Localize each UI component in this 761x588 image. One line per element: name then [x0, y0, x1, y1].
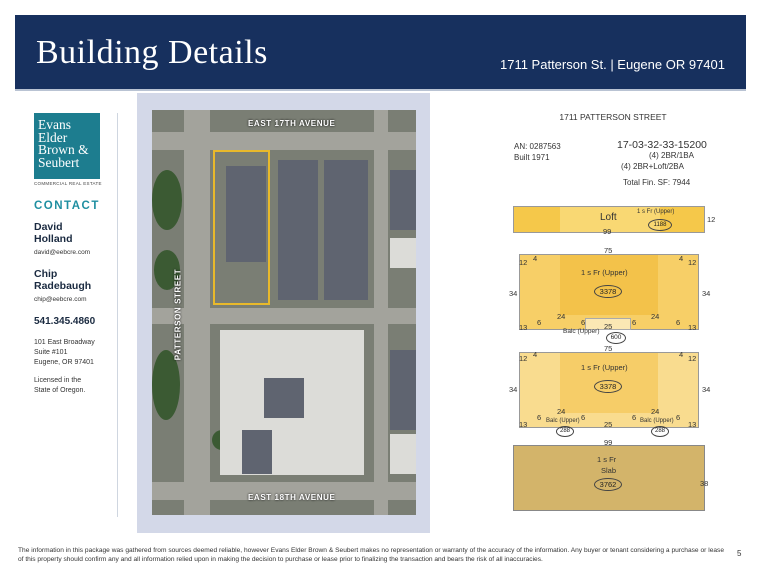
total-finished-sf: Total Fin. SF: 7944 — [623, 178, 691, 187]
contact-email[interactable]: david@eebcre.com — [34, 249, 91, 256]
road-patterson — [184, 110, 210, 515]
office-address: 101 East Broadway Suite #101 Eugene, OR 97401 — [34, 339, 95, 366]
contact-phone[interactable]: 541.345.4860 — [34, 316, 96, 327]
dim: 75 — [604, 344, 613, 353]
tree-cluster — [152, 170, 182, 230]
dim: 13 — [688, 420, 697, 429]
company-logo: Evans Elder Brown & Seubert — [34, 113, 100, 179]
logo-tagline: COMMERCIAL REAL ESTATE — [34, 181, 102, 186]
contact-last-name: Holland — [34, 233, 73, 245]
dim: 13 — [688, 323, 697, 332]
dim: 13 — [519, 420, 528, 429]
dim: 34 — [509, 385, 518, 394]
disclaimer: The information in this package was gathered from sources deemed reliable, however Evans Elder Brown & Seubert makes no representation or warranty of the accuracy of the information. Any buyer or tenant considering a purchase or lease of this property should confirm any and all information relied upon in making the decision to purchase or lease prior to finalizing the transaction and bears the risk of all inaccuracies. — [18, 547, 724, 563]
dim: 24 — [557, 407, 566, 416]
loft-sub: 1 s Fr (Upper) — [637, 209, 675, 215]
courtyard — [264, 378, 304, 418]
street-label-top: EAST 17TH AVENUE — [248, 119, 336, 128]
upper-2-label: 1 s Fr (Upper) — [581, 363, 628, 372]
license-note: Licensed in the State of Oregon. — [34, 377, 86, 394]
property-outline — [213, 150, 270, 305]
dim: 6 — [537, 413, 542, 422]
floorplan-title: 1711 PATTERSON STREET — [559, 112, 667, 122]
dim: 4 — [533, 350, 538, 359]
dim: 12 — [688, 354, 697, 363]
dim: 34 — [702, 289, 711, 298]
street-label-bottom: EAST 18TH AVENUE — [248, 493, 336, 502]
contact-email[interactable]: chip@eebcre.com — [34, 296, 87, 303]
roof — [278, 160, 318, 300]
dim: 4 — [679, 254, 684, 263]
unit-mix-1: (4) 2BR/1BA — [649, 151, 694, 160]
contact-person-1 — [34, 221, 90, 256]
contact-heading: CONTACT — [34, 200, 100, 212]
roof — [390, 434, 416, 474]
slab-dim-top: 99 — [604, 438, 613, 447]
unit-mix-2: (4) 2BR+Loft/2BA — [621, 162, 684, 171]
slab-label: 1 s Fr — [597, 455, 617, 464]
balcony-2-left-label: Balc (Upper) — [546, 418, 580, 424]
contact-last-name: Radebaugh — [34, 280, 92, 292]
road-alley — [374, 110, 388, 515]
roof — [390, 238, 416, 268]
roof — [324, 160, 368, 300]
dim: 6 — [537, 318, 542, 327]
dim: 4 — [679, 350, 684, 359]
dim: 25 — [604, 322, 613, 331]
dim: 75 — [604, 246, 613, 255]
assessor-number: AN: 0287563 — [514, 142, 561, 151]
balcony-2-right-area: 288 — [651, 426, 669, 437]
courtyard — [242, 430, 272, 474]
dim: 6 — [676, 318, 681, 327]
dim: 25 — [604, 420, 613, 429]
dim: 6 — [632, 318, 637, 327]
loft-area: 1188 — [648, 219, 672, 231]
dim: 6 — [632, 413, 637, 422]
aerial-map — [152, 110, 416, 515]
loft-label: Loft — [600, 212, 617, 223]
dim: 6 — [581, 318, 586, 327]
contact-person-2 — [34, 268, 91, 303]
street-label-side: PATTERSON STREET — [173, 268, 183, 361]
loft-dim-right: 12 — [707, 215, 716, 224]
balcony-2-left-area: 288 — [556, 426, 574, 437]
contact-first-name: Chip — [34, 268, 58, 280]
dim: 34 — [702, 385, 711, 394]
roof — [390, 350, 416, 430]
dim: 34 — [509, 289, 518, 298]
taxlot-number: 17-03-32-33-15200 — [617, 139, 707, 151]
dim: 4 — [533, 254, 538, 263]
slab-dim-right: 38 — [700, 479, 709, 488]
header-address: 1711 Patterson St. | Eugene OR 97401 — [499, 57, 725, 72]
balcony-2-right-label: Balc (Upper) — [640, 418, 674, 424]
dim: 24 — [651, 312, 660, 321]
dim: 6 — [676, 413, 681, 422]
page-title: Building Details — [36, 34, 268, 71]
dim: 13 — [519, 323, 528, 332]
slab-area: 3762 — [594, 478, 622, 491]
loft-dim-bottom: 99 — [603, 227, 612, 236]
upper-1-label: 1 s Fr (Upper) — [581, 268, 628, 277]
dim: 12 — [519, 354, 528, 363]
dim: 6 — [581, 413, 586, 422]
balcony-1-label: Balc (Upper) — [563, 328, 600, 335]
upper-2-area: 3378 — [594, 380, 622, 393]
balcony-1-area: 600 — [606, 332, 626, 344]
header-divider — [15, 89, 746, 91]
tree-cluster — [152, 350, 180, 420]
year-built: Built 1971 — [514, 153, 550, 162]
dim: 12 — [688, 258, 697, 267]
dim: 24 — [557, 312, 566, 321]
slab-sub: Slab — [601, 466, 617, 475]
contact-first-name: David — [34, 221, 63, 233]
page-number: 5 — [737, 549, 742, 558]
dim: 24 — [651, 407, 660, 416]
upper-1-area: 3378 — [594, 285, 622, 298]
sidebar-divider — [117, 113, 118, 517]
dim: 12 — [519, 258, 528, 267]
roof — [390, 170, 416, 230]
